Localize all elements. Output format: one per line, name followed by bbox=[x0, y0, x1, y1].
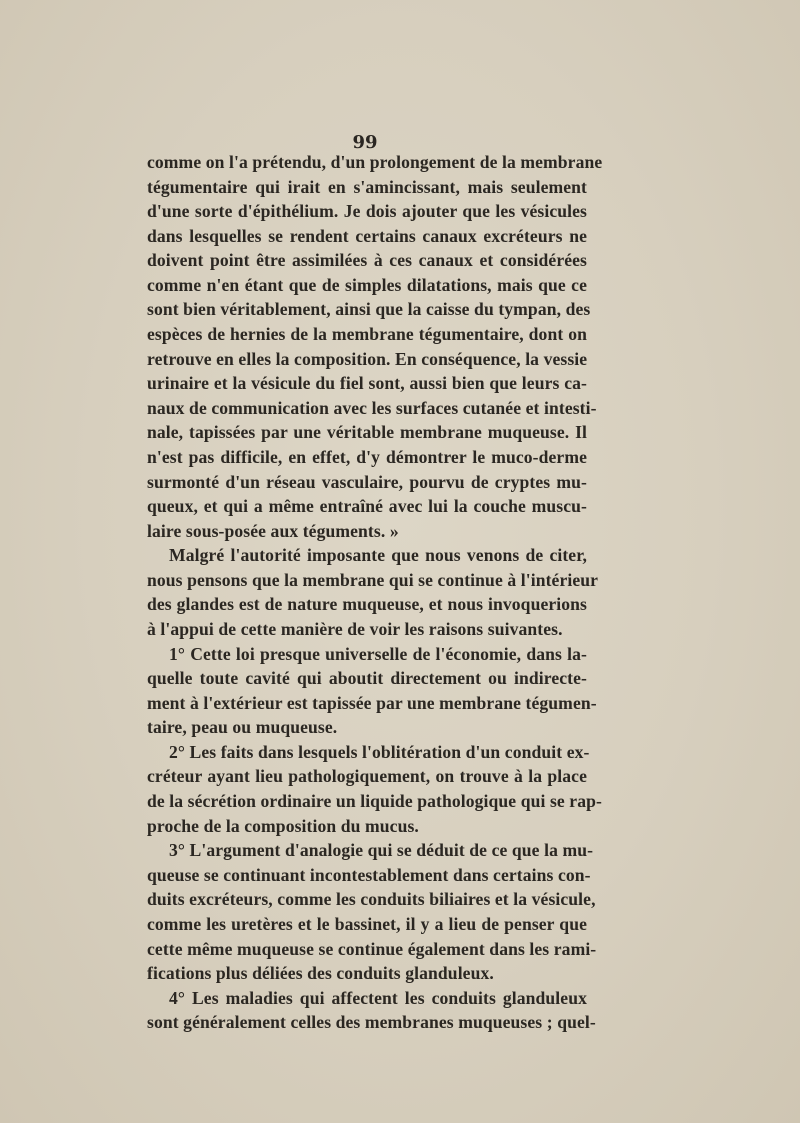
paragraph-first-line: 1° Cette loi presque universelle de l'économie, dans la- bbox=[169, 643, 587, 664]
text-line: créteur ayant lieu pathologiquement, on trouve à la place bbox=[147, 766, 587, 787]
text-line: de la sécrétion ordinaire un liquide pathologique qui se rap- bbox=[147, 791, 602, 812]
text-line: nale, tapissées par une véritable membrane muqueuse. Il bbox=[147, 422, 587, 443]
text-line: taire, peau ou muqueuse. bbox=[147, 717, 338, 738]
paragraph-first-line: Malgré l'autorité imposante que nous venons de citer, bbox=[169, 545, 587, 566]
text-line: comme les uretères et le bassinet, il y a lieu de penser que bbox=[147, 913, 587, 934]
text-line: sont généralement celles des membranes muqueuses ; quel- bbox=[147, 1012, 596, 1033]
text-line: comme n'en étant que de simples dilatations, mais que ce bbox=[147, 274, 587, 295]
text-line: retrouve en elles la composition. En conséquence, la vessie bbox=[147, 348, 588, 369]
text-line: doivent point être assimilées à ces canaux et considérées bbox=[147, 250, 587, 271]
text-line: quelle toute cavité qui aboutit directement ou indirecte- bbox=[147, 668, 587, 689]
text-line: des glandes est de nature muqueuse, et nous invoquerions bbox=[147, 594, 587, 615]
text-line: surmonté d'un réseau vasculaire, pourvu de cryptes mu- bbox=[147, 471, 587, 492]
text-line: urinaire et la vésicule du fiel sont, aussi bien que leurs ca- bbox=[147, 373, 587, 394]
text-line: dans lesquelles se rendent certains canaux excréteurs ne bbox=[147, 225, 587, 246]
text-line: comme on l'a prétendu, d'un prolongement de la membrane bbox=[147, 152, 603, 172]
text-line: d'une sorte d'épithélium. Je dois ajouter que les vésicules bbox=[147, 201, 587, 222]
text-line: sont bien véritablement, ainsi que la caisse du tympan, des bbox=[147, 299, 591, 320]
page-number: 99 bbox=[352, 132, 378, 153]
text-line: ment à l'extérieur est tapissée par une membrane tégumen- bbox=[147, 692, 597, 713]
text-line: nous pensons que la membrane qui se continue à l'intérieur bbox=[147, 569, 599, 590]
paragraph-first-line: 4° Les maladies qui affectent les conduits glanduleux bbox=[169, 987, 587, 1008]
text-line: laire sous-posée aux téguments. » bbox=[147, 520, 399, 541]
text-line: fications plus déliées des conduits glanduleux. bbox=[147, 963, 494, 984]
text-line: espèces de hernies de la membrane tégumentaire, dont on bbox=[147, 324, 587, 345]
text-line: n'est pas difficile, en effet, d'y démontrer le muco-derme bbox=[147, 446, 587, 467]
body-text bbox=[147, 150, 603, 1035]
text-line: queuse se continuant incontestablement dans certains con- bbox=[147, 864, 591, 885]
paragraph-first-line: 3° L'argument d'analogie qui se déduit de ce que la mu- bbox=[169, 840, 594, 861]
text-line: tégumentaire qui irait en s'amincissant, mais seulement bbox=[147, 176, 587, 197]
text-line: proche de la composition du mucus. bbox=[147, 815, 419, 836]
text-line: naux de communication avec les surfaces cutanée et intesti- bbox=[147, 397, 597, 418]
text-line: à l'appui de cette manière de voir les raisons suivantes. bbox=[147, 618, 563, 639]
paragraph-first-line: 2° Les faits dans lesquels l'oblitération d'un conduit ex- bbox=[169, 741, 590, 762]
text-line: duits excréteurs, comme les conduits biliaires et la vésicule, bbox=[147, 889, 596, 910]
text-line: cette même muqueuse se continue également dans les rami- bbox=[147, 938, 597, 959]
text-line: queux, et qui a même entraîné avec lui la couche muscu- bbox=[147, 496, 587, 517]
